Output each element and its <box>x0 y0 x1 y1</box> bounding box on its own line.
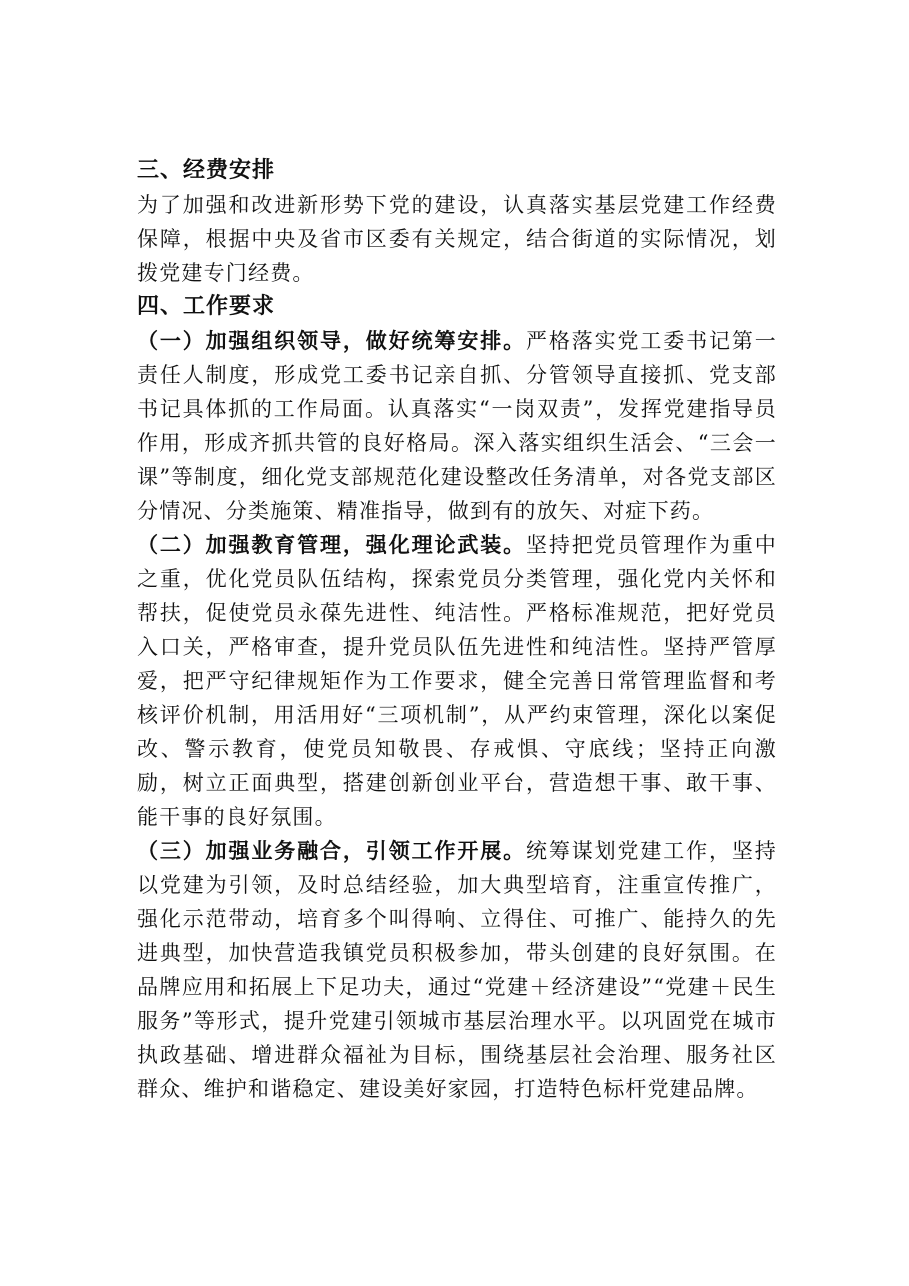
requirement-item-2-lead: （二）加强教育管理，强化理论武装。 <box>137 532 526 557</box>
requirement-item-3 <box>137 834 777 1106</box>
requirement-item-2 <box>137 528 777 834</box>
requirement-item-3-lead: （三）加强业务融合，引领工作开展。 <box>137 838 526 863</box>
funding-paragraph: 为了加强和改进新形势下党的建设，认真落实基层党建工作经费保障，根据中央及省市区委有关规定，结合街道的实际情况，划拨党建专门经费。 <box>137 193 777 285</box>
requirement-item-3-body: 统筹谋划党建工作，坚持以党建为引领，及时总结经验，加大典型培育，注重宣传推广，强化示范带动，培育多个叫得响、立得住、可推广、能持久的先进典型，加快营造我镇党员积极参加，带头创建的良好氛围。在品牌应用和拓展上下足功夫，通过“党建＋经济建设”“党建＋民生服务”等形式，提升党建引领城市基层治理水平。以巩固党在城市执政基础、增进群众福祉为目标，围绕基层社会治理、服务社区群众、维护和谐稳定、建设美好家园，打造特色标杆党建品牌。 <box>137 839 777 1101</box>
requirement-item-2-body: 坚持把党员管理作为重中之重，优化党员队伍结构，探索党员分类管理，强化党内关怀和帮扶，促使党员永葆先进性、纯洁性。严格标准规范，把好党员入口关，严格审查，提升党员队伍先进性和纯洁性。坚持严管厚爱，把严守纪律规矩作为工作要求，健全完善日常管理监督和考核评价机制，用活用好“三项机制”，从严约束管理，深化以案促改、警示教育，使党员知敬畏、存戒惧、守底线；坚持正向激励，树立正面典型，搭建创新创业平台，营造想干事、敢干事、能干事的良好氛围。 <box>137 533 777 829</box>
requirement-item-1-lead: （一）加强组织领导，做好统筹安排。 <box>137 328 526 353</box>
section-heading-requirements: 四、工作要求 <box>137 294 276 319</box>
requirement-item-1-body: 严格落实党工委书记第一责任人制度，形成党工委书记亲自抓、分管领导直接抓、党支部书记具体抓的工作局面。认真落实“一岗双责”，发挥党建指导员作用，形成齐抓共管的良好格局。深入落实组织生活会、“三会一课”等制度，细化党支部规范化建设整改任务清单，对各党支部区分情况、分类施策、精准指导，做到有的放矢、对症下药。 <box>137 329 777 523</box>
section-heading-funding: 三、经费安排 <box>137 158 276 183</box>
document-body <box>137 150 777 1106</box>
requirement-item-1 <box>137 324 777 528</box>
